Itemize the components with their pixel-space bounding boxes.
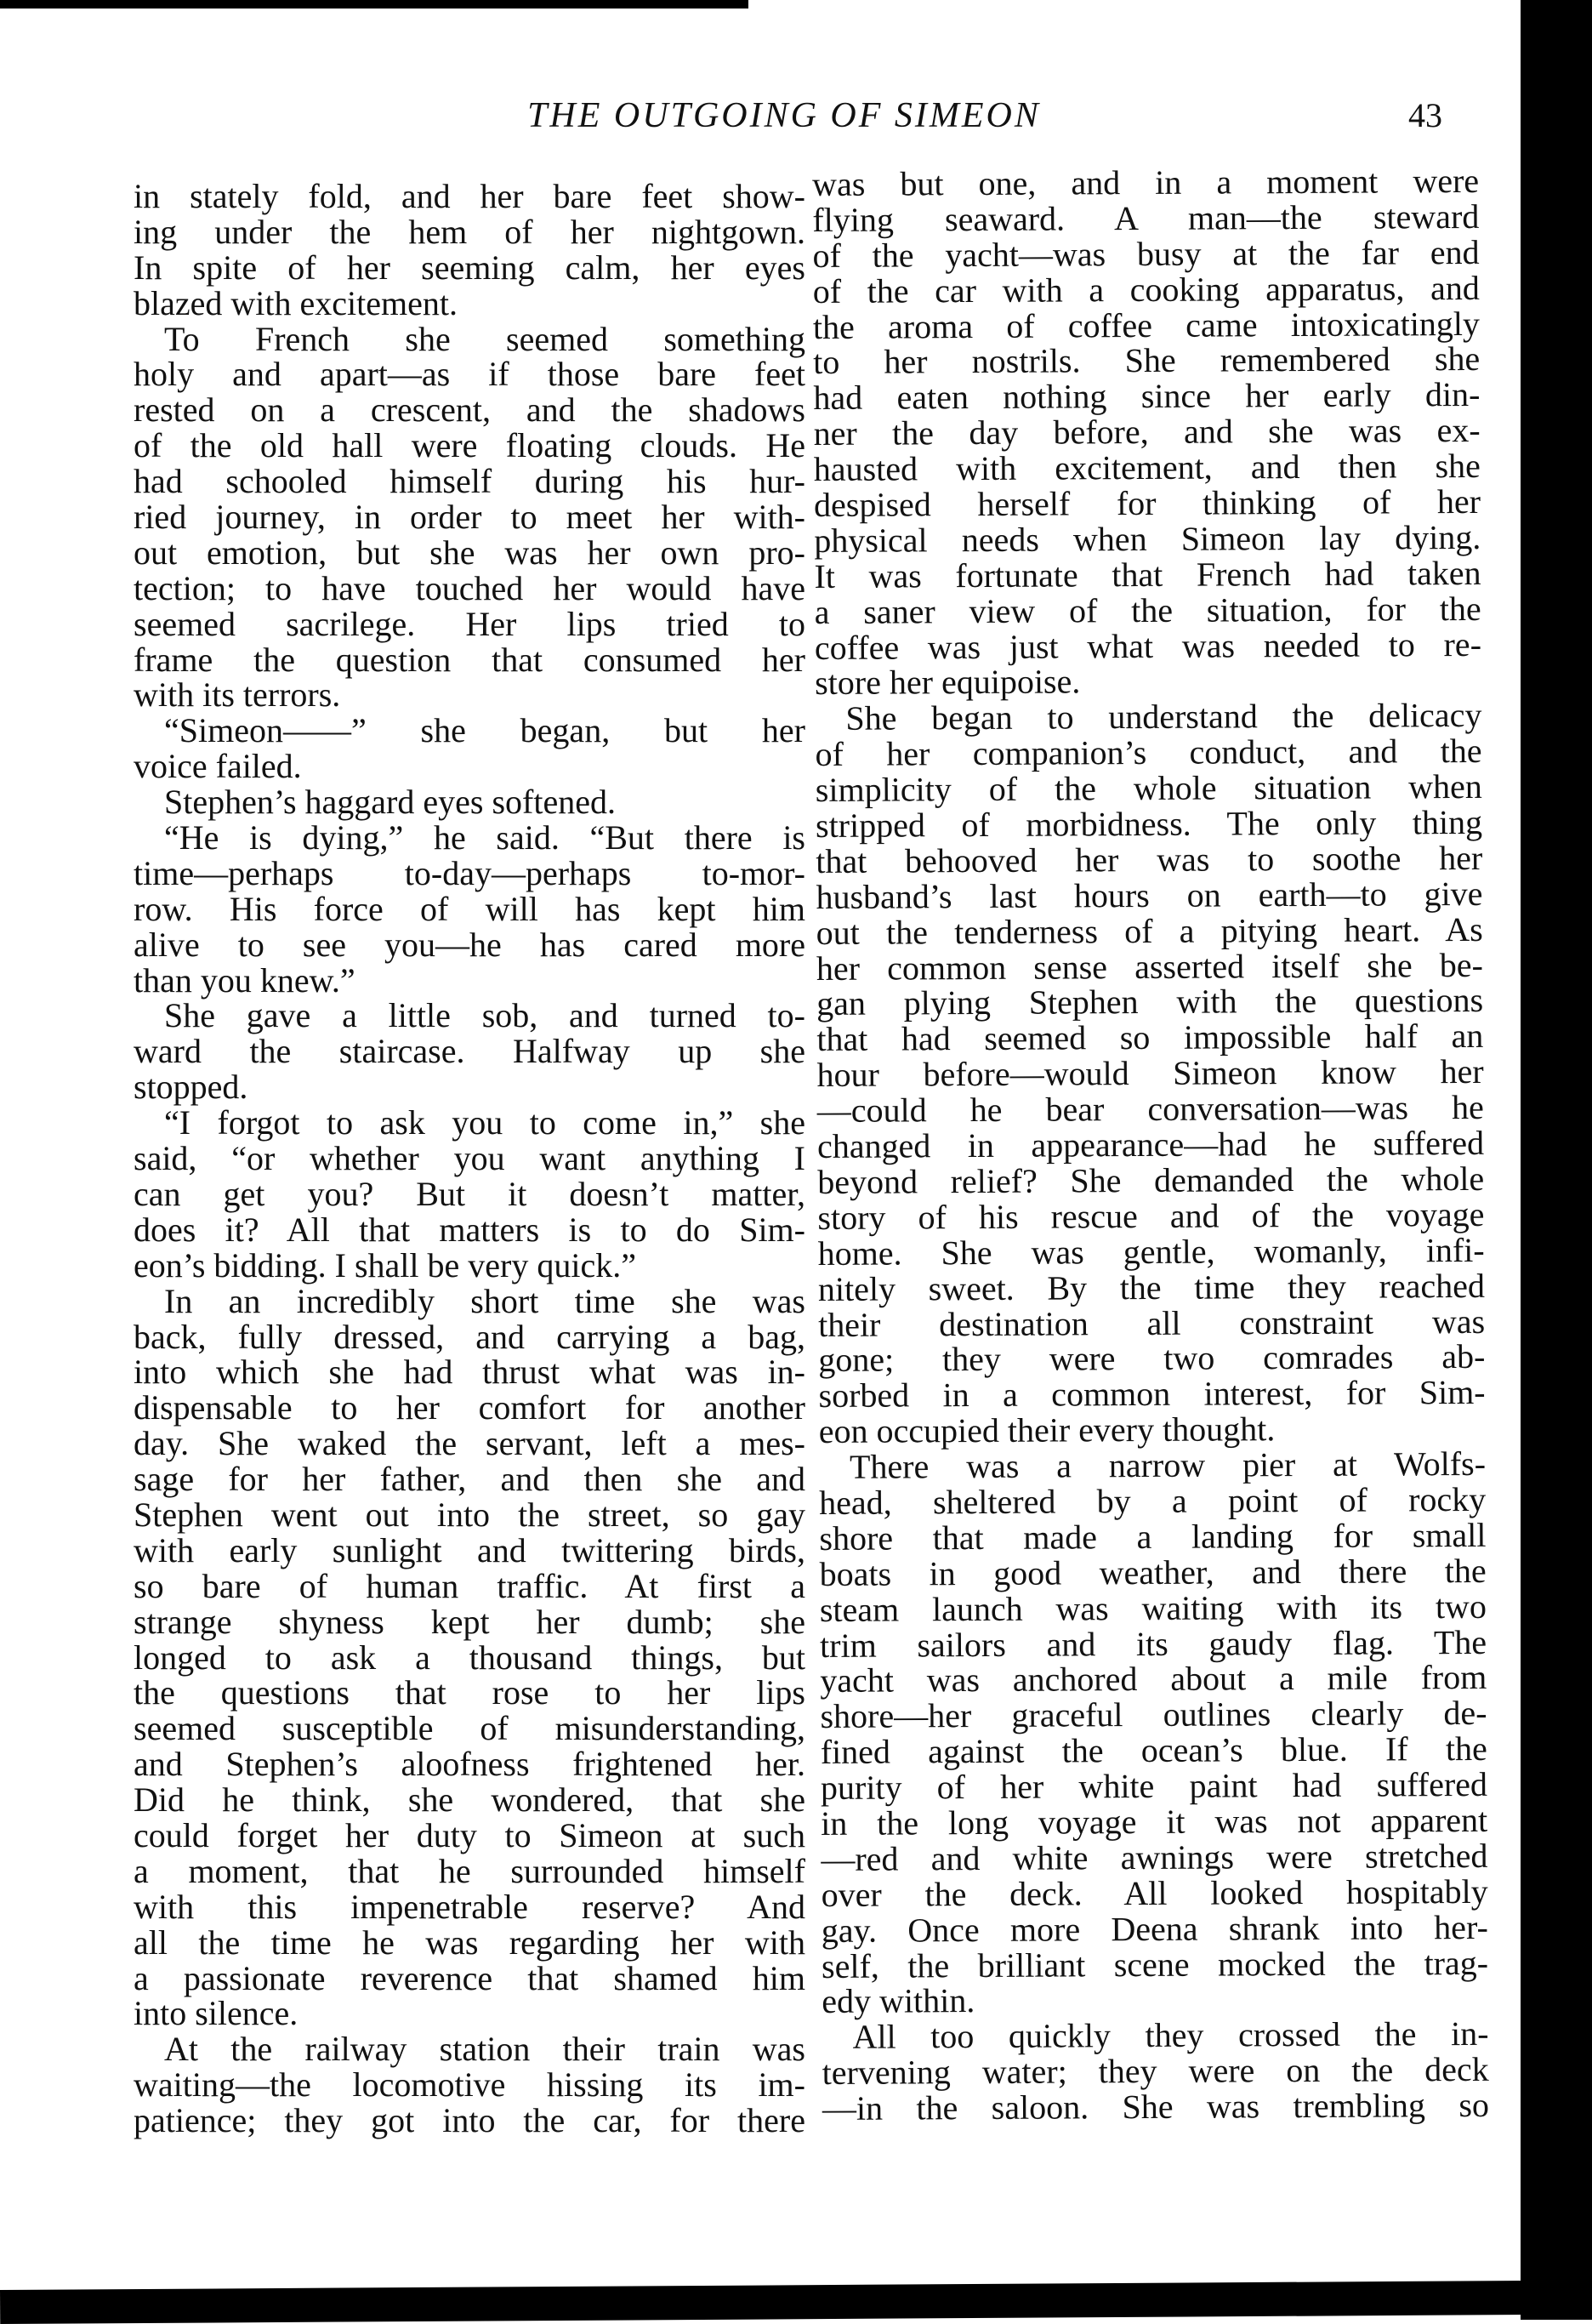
text-line: yacht was anchored about a mile from — [820, 1658, 1487, 1700]
text-line: of her companion’s conduct, and the — [815, 732, 1482, 774]
text-line: eon occupied their every thought. — [818, 1410, 1276, 1451]
scan-edge-bottom — [0, 2281, 1592, 2324]
running-head-title: THE OUTGOING OF SIMEON — [527, 96, 1041, 135]
text-line: changed in appearance—had he suffered — [816, 1123, 1485, 1166]
text-line: physical needs when Simeon lay dying. — [814, 517, 1481, 560]
text-line: frame the question that consumed her — [134, 640, 805, 679]
page-number: 43 — [1408, 96, 1442, 134]
text-line: out emotion, but she was her own pro- — [134, 533, 805, 572]
text-line: so bare of human traffic. At first a — [134, 1566, 805, 1605]
text-line: and Stephen’s aloofness frightened her. — [134, 1745, 805, 1784]
text-line: had schooled himself during his hur- — [134, 462, 805, 501]
text-line: boats in good weather, and there the — [819, 1551, 1487, 1593]
text-line: back, fully dressed, and carrying a bag, — [134, 1317, 805, 1356]
text-line: with this impenetrable reserve? And — [134, 1887, 805, 1926]
text-line: seemed susceptible of misunderstanding, — [134, 1709, 805, 1748]
text-line: longed to ask a thousand things, but — [134, 1638, 805, 1677]
text-line: that had seemed so impossible half an — [816, 1017, 1484, 1059]
text-line: row. His force of will has kept him — [134, 889, 805, 928]
text-line: ing under the hem of her nightgown. — [134, 212, 805, 251]
text-line: —red and white awnings were stretched — [821, 1836, 1488, 1878]
text-line: ried journey, in order to meet her with- — [134, 498, 805, 537]
text-line: All too quickly they crossed the in- — [852, 2014, 1489, 2057]
text-line: hausted with excitement, and then she — [813, 447, 1481, 489]
text-line: despised herself for thinking of her — [813, 481, 1481, 525]
text-line: gay. Once more Deena shrank into her- — [821, 1907, 1488, 1950]
text-line: “Simeon——” she began, but her — [164, 711, 805, 750]
text-line: In spite of her seeming calm, her eyes — [134, 248, 805, 287]
text-line: to her nostrils. She remembered she — [813, 339, 1481, 382]
text-line: into which she had thrust what was in- — [134, 1353, 805, 1392]
text-line: dispensable to her comfort for another — [134, 1388, 805, 1427]
text-line: of the old hall were floating clouds. He — [134, 426, 805, 465]
text-line: ner the day before, and she was ex- — [813, 411, 1481, 453]
text-line: At the railway station their train was — [164, 2030, 805, 2069]
text-line: stripped of morbidness. The only thing — [815, 802, 1483, 846]
text-line: all the time he was regarding her with — [134, 1922, 805, 1962]
text-line: self, the brilliant scene mocked the trag- — [821, 1943, 1489, 1985]
text-line: eon’s bidding. I shall be very quick.” — [134, 1245, 636, 1284]
text-line: coffee was just what was needed to re- — [814, 624, 1482, 667]
text-line: that behooved her was to soothe her — [816, 838, 1483, 880]
text-line: day. She waked the servant, left a mes- — [134, 1424, 805, 1463]
text-line: does it? All that matters is to do Sim- — [134, 1210, 805, 1249]
text-line: To French she seemed something — [164, 319, 805, 358]
text-line: beyond relief? She demanded the whole — [817, 1159, 1485, 1201]
text-line: a passionate reverence that shamed him — [134, 1958, 805, 1997]
text-line: could forget her duty to Simeon at such — [134, 1815, 805, 1854]
text-line: Did he think, she wondered, that she — [134, 1780, 805, 1820]
text-line: seemed sacrilege. Her lips tried to — [134, 604, 805, 643]
text-line: In an incredibly short time she was — [164, 1281, 805, 1320]
text-line: into silence. — [134, 1994, 298, 2033]
text-line: the aroma of coffee came intoxicatingly — [812, 304, 1481, 346]
scan-edge-top — [0, 0, 748, 9]
text-line: sorbed in a common interest, for Sim- — [818, 1373, 1486, 1415]
text-line: over the deck. All looked hospitably — [821, 1871, 1488, 1914]
text-line: store her equipoise. — [815, 662, 1081, 703]
text-line: home. She was gentle, womanly, infi- — [817, 1230, 1485, 1273]
text-line: the questions that rose to her lips — [134, 1673, 805, 1712]
text-column-right — [812, 163, 1489, 2127]
text-line: —could he bear conversation—was he — [816, 1088, 1484, 1131]
text-line: holy and apart—as if those bare feet — [134, 355, 805, 394]
text-line: trim sailors and its gaudy flag. The — [819, 1622, 1487, 1665]
scan-edge-right — [1521, 0, 1592, 2320]
text-line: simplicity of the whole situation when — [815, 767, 1482, 810]
text-line: There was a narrow pier at Wolfs- — [849, 1444, 1487, 1486]
text-line: She began to understand the delicacy — [845, 696, 1482, 738]
text-line: sage for her father, and then she and — [134, 1460, 805, 1499]
text-line: can get you? But it doesn’t matter, — [134, 1174, 805, 1213]
text-line: their destination all constraint was — [818, 1302, 1486, 1344]
text-line: than you knew.” — [134, 960, 355, 1000]
text-line: She gave a little sob, and turned to- — [164, 996, 805, 1035]
text-line: in the long voyage it was not apparent — [821, 1800, 1488, 1843]
text-line: a moment, that he surrounded himself — [134, 1851, 805, 1890]
text-line: “He is dying,” he said. “But there is — [164, 818, 805, 857]
text-line: with early sunlight and twittering birds, — [134, 1530, 805, 1569]
text-line: was but one, and in a moment were — [811, 161, 1480, 203]
text-line: alive to see you—he has cared more — [134, 925, 805, 964]
text-line: stopped. — [134, 1068, 248, 1107]
text-line: her common sense asserted itself she be- — [816, 945, 1484, 988]
text-line: gan plying Stephen with the questions — [816, 981, 1484, 1023]
text-line: of the yacht—was busy at the far end — [812, 232, 1480, 275]
text-line: fined against the ocean’s blue. If the — [820, 1729, 1487, 1772]
text-line: patience; they got into the car, for there — [134, 2101, 805, 2140]
text-column-left — [134, 179, 805, 2139]
text-line: a saner view of the situation, for the — [814, 589, 1481, 631]
text-line: hour before—would Simeon know her — [816, 1052, 1484, 1095]
text-line: Stephen’s haggard eyes softened. — [164, 783, 616, 822]
text-line: It was fortunate that French had taken — [814, 553, 1481, 595]
text-line: husband’s last hours on earth—to give — [816, 874, 1483, 916]
text-line: head, sheltered by a point of rocky — [819, 1479, 1487, 1522]
text-line: of the car with a cooking apparatus, and — [812, 268, 1480, 310]
text-line: gone; they were two comrades ab- — [818, 1337, 1486, 1380]
text-line: tervening water; they were on the deck — [822, 2050, 1489, 2093]
text-line: had eaten nothing since her early din- — [813, 375, 1481, 418]
text-line: edy within. — [822, 1981, 975, 2021]
text-line: in stately fold, and her bare feet show- — [134, 177, 805, 215]
text-line: voice failed. — [134, 747, 302, 786]
text-line: blazed with excitement. — [134, 283, 458, 322]
text-line: shore—her graceful outlines clearly de- — [820, 1694, 1487, 1736]
text-line: strange shyness kept her dumb; she — [134, 1602, 805, 1641]
text-line: —in the saloon. She was trembling so — [822, 2085, 1490, 2128]
text-line: Stephen went out into the street, so gay — [134, 1495, 805, 1534]
text-line: waiting—the locomotive hissing its im- — [134, 2065, 805, 2105]
text-line: steam launch was waiting with its two — [819, 1586, 1487, 1629]
text-line: rested on a crescent, and the shadows — [134, 390, 805, 430]
text-line: nitely sweet. By the time they reached — [817, 1266, 1486, 1308]
text-line: said, “or whether you want anything I — [134, 1139, 805, 1178]
text-line: purity of her white paint had suffered — [820, 1764, 1488, 1808]
text-line: shore that made a landing for small — [819, 1515, 1487, 1558]
text-line: story of his rescue and of the voyage — [817, 1194, 1485, 1237]
text-line: flying seaward. A man—the steward — [812, 197, 1480, 239]
text-line: with its terrors. — [134, 675, 341, 715]
text-line: out the tenderness of a pitying heart. As — [816, 909, 1483, 952]
text-line: “I forgot to ask you to come in,” she — [164, 1103, 805, 1142]
text-line: ward the staircase. Halfway up she — [134, 1032, 805, 1071]
text-line: tection; to have touched her would have — [134, 568, 805, 607]
text-line: time—perhaps to-day—perhaps to-mor- — [134, 853, 805, 892]
